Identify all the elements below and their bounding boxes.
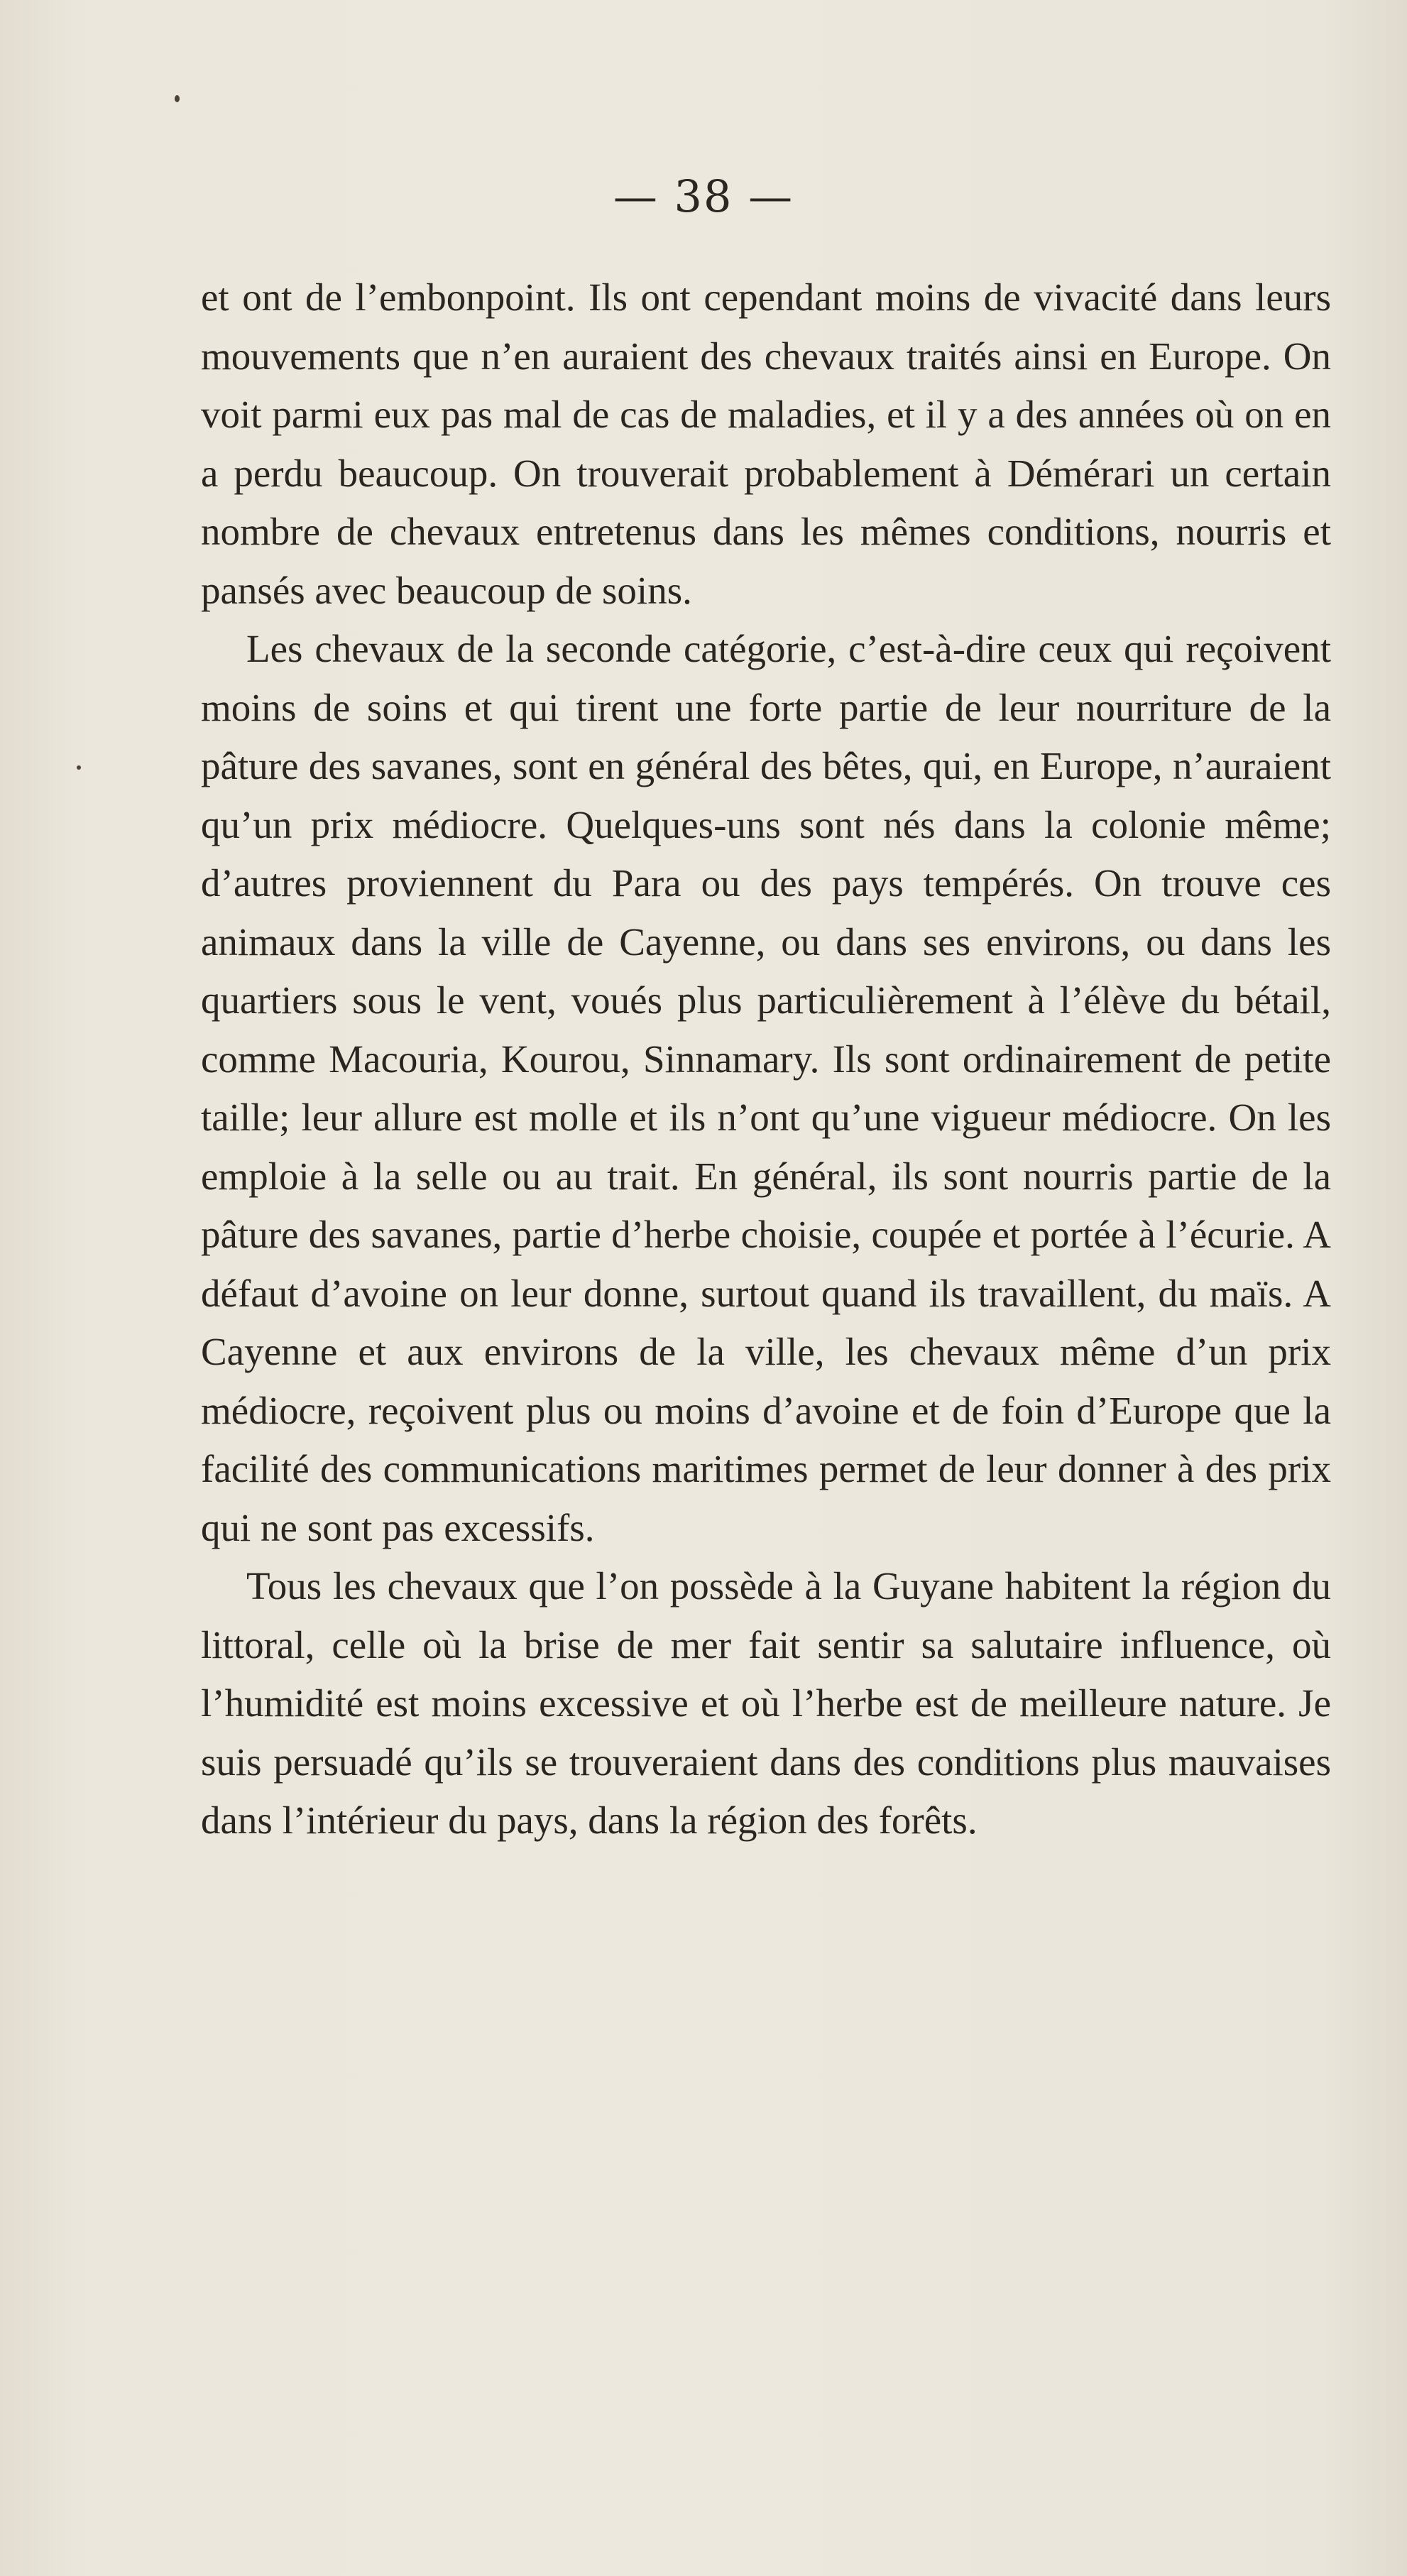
ink-speck [175, 95, 180, 102]
body-text [201, 268, 1331, 1850]
paragraph-horse-second-category: Les chevaux de la seconde catégorie, c’est-à-dire ceux qui reçoivent moins de soins et qui tirent une forte partie de leur nourriture de la pâture des savanes, sont en général des bêtes, qui, en Europe, n’auraient qu’un prix médiocre. Quelques-uns sont nés dans la colonie même; d’autres proviennent du Para ou des pays tempérés. On trouve ces animaux dans la ville de Cayenne, ou dans ses environs, ou dans les quartiers sous le vent, voués plus particulièrement à l’élève du bétail, comme Macouria, Kourou, Sinnamary. Ils sont ordinairement de petite taille; leur allure est molle et ils n’ont qu’une vigueur médiocre. On les emploie à la selle ou au trait. En général, ils sont nourris partie de la pâture des savanes, partie d’herbe choisie, coupée et portée à l’écurie. A défaut d’avoine on leur donne, surtout quand ils travaillent, du maïs. A Cayenne et aux environs de la ville, les chevaux même d’un prix médiocre, reçoivent plus ou moins d’avoine et de foin d’Europe que la facilité des communications maritimes permet de leur donner à des prix qui ne sont pas excessifs. [201, 627, 1331, 1549]
ink-speck [77, 765, 81, 770]
page-number: — 38 — [613, 170, 794, 222]
paragraph-continuation: et ont de l’embonpoint. Ils ont cependant moins de vivacité dans leurs mouvements que n’en auraient des chevaux traités ainsi en Europe. On voit parmi eux pas mal de cas de maladies, et il y a des années où on en a perdu beaucoup. On trouverait probablement à Démérari un certain nombre de chevaux entretenus dans les mêmes conditions, nourris et pansés avec beaucoup de soins. [201, 275, 1331, 612]
paragraph-littoral-region: Tous les chevaux que l’on possède à la Guyane habitent la région du littoral, celle où la brise de mer fait sentir sa salutaire influence, où l’humidité est moins excessive et où l’herbe est de meilleure nature. Je suis persuadé qu’ils se trouveraient dans des conditions plus mauvaises dans l’intérieur du pays, dans la région des forêts. [201, 1564, 1331, 1842]
